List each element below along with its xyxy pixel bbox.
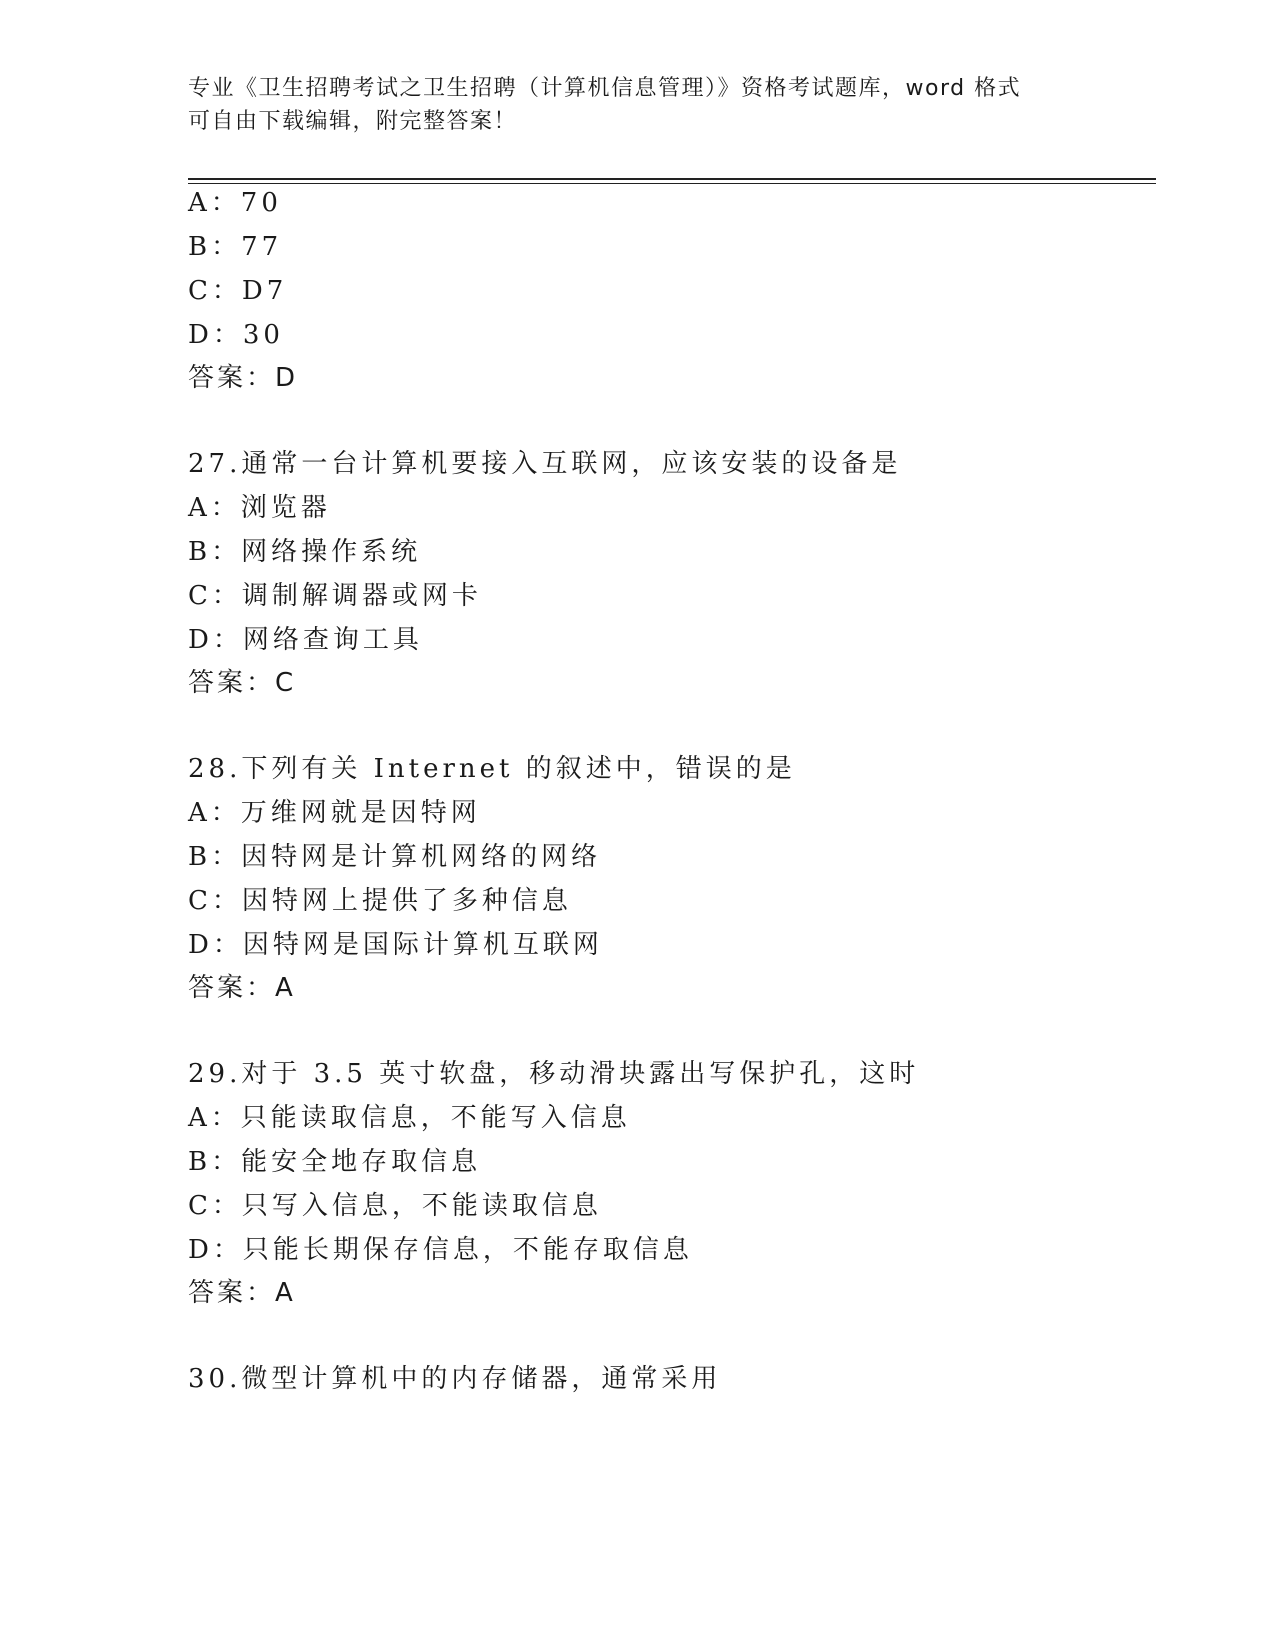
q28-option-b: B：因特网是计算机网络的网络: [188, 842, 602, 872]
q27-option-c: C：调制解调器或网卡: [188, 581, 482, 611]
q29-option-d: D：只能长期保存信息，不能存取信息: [188, 1235, 693, 1265]
header-rule-thin: [188, 183, 1156, 184]
header-line-1: 专业《卫生招聘考试之卫生招聘（计算机信息管理）》资格考试题库，word 格式: [188, 76, 1022, 101]
q28-question: 28.下列有关 Internet 的叙述中，错误的是: [188, 754, 796, 784]
q27-answer: 答案：C: [188, 668, 297, 698]
q26-option-c: C：D7: [188, 276, 288, 306]
q28-option-a: A：万维网就是因特网: [188, 798, 481, 828]
q28-option-d: D：因特网是国际计算机互联网: [188, 930, 603, 960]
q27-option-b: B：网络操作系统: [188, 537, 422, 567]
q29-option-a: A：只能读取信息，不能写入信息: [188, 1103, 631, 1133]
q26-answer: 答案：D: [188, 363, 299, 393]
q29-question: 29.对于 3.5 英寸软盘，移动滑块露出写保护孔，这时: [188, 1059, 920, 1089]
q26-option-d: D：30: [188, 320, 284, 350]
q26-option-b: B：77: [188, 232, 283, 262]
header-rule-thick: [188, 178, 1156, 180]
q29-answer: 答案：A: [188, 1278, 296, 1308]
q27-option-a: A：浏览器: [188, 493, 331, 523]
q27-option-d: D：网络查询工具: [188, 625, 423, 655]
q28-option-c: C：因特网上提供了多种信息: [188, 886, 572, 916]
document-header: [188, 72, 1088, 138]
q29-option-b: B：能安全地存取信息: [188, 1147, 482, 1177]
q26-option-a: A：70: [188, 188, 282, 218]
q28-answer: 答案：A: [188, 973, 296, 1003]
q30-question: 30.微型计算机中的内存储器，通常采用: [188, 1364, 722, 1394]
header-line-2: 可自由下载编辑，附完整答案！: [188, 109, 518, 134]
q27-question: 27.通常一台计算机要接入互联网，应该安装的设备是: [188, 449, 902, 479]
q29-option-c: C：只写入信息，不能读取信息: [188, 1191, 602, 1221]
